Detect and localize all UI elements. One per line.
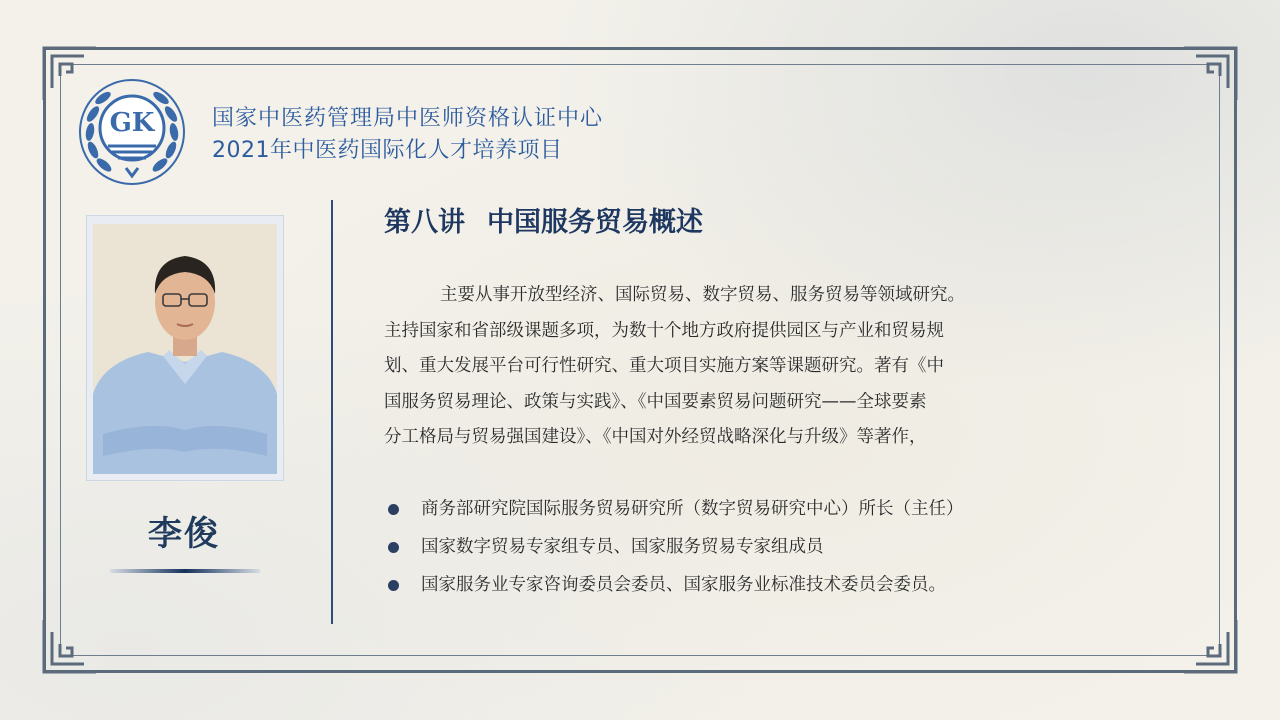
speaker-photo-frame	[86, 215, 284, 481]
project-name: 2021年中医药国际化人才培养项目	[212, 138, 563, 163]
role-text: 国家数字贸易专家组专员、国家服务贸易专家组成员	[421, 537, 824, 557]
bullet-icon	[388, 504, 399, 515]
lecture-topic: 中国服务贸易概述	[487, 207, 703, 238]
bio-line: 分工格局与贸易强国建设》、《中国对外经贸战略深化与升级》等著作，	[384, 427, 927, 447]
fretwork-corner-icon	[40, 616, 100, 676]
role-text: 商务部研究院国际服务贸易研究所（数字贸易研究中心）所长（主任）	[421, 499, 964, 519]
bio-line: 主持国家和省部级课题多项，为数十个地方政府提供园区与产业和贸易规	[384, 320, 944, 341]
roles-list	[384, 494, 964, 608]
vertical-divider	[331, 200, 333, 624]
bullet-icon	[388, 580, 399, 591]
speaker-bio	[384, 278, 1084, 456]
speaker-portrait	[93, 224, 277, 474]
logo-text: GK	[109, 108, 155, 138]
fretwork-corner-icon	[1180, 44, 1240, 104]
speaker-name: 李俊	[148, 514, 220, 554]
role-text: 国家服务业专家咨询委员会委员、国家服务业标准技术委员会委员。	[421, 575, 946, 595]
lecture-number: 第八讲	[384, 207, 465, 238]
list-item	[384, 532, 964, 570]
name-underline	[110, 569, 260, 573]
bio-line: 划、重大发展平台可行性研究、重大项目实施方案等课题研究。著有《中	[384, 356, 944, 376]
bio-line: 国服务贸易理论、政策与实践》、《中国要素贸易问题研究——全球要素	[384, 391, 927, 412]
organization-name: 国家中医药管理局中医师资格认证中心	[212, 106, 604, 131]
fretwork-corner-icon	[1180, 616, 1240, 676]
bullet-icon	[388, 542, 399, 553]
lecture-title	[384, 200, 703, 239]
list-item	[384, 494, 964, 532]
list-item	[384, 570, 964, 608]
bio-line: 主要从事开放型经济、国际贸易、数字贸易、服务贸易等领域研究。	[440, 285, 965, 305]
